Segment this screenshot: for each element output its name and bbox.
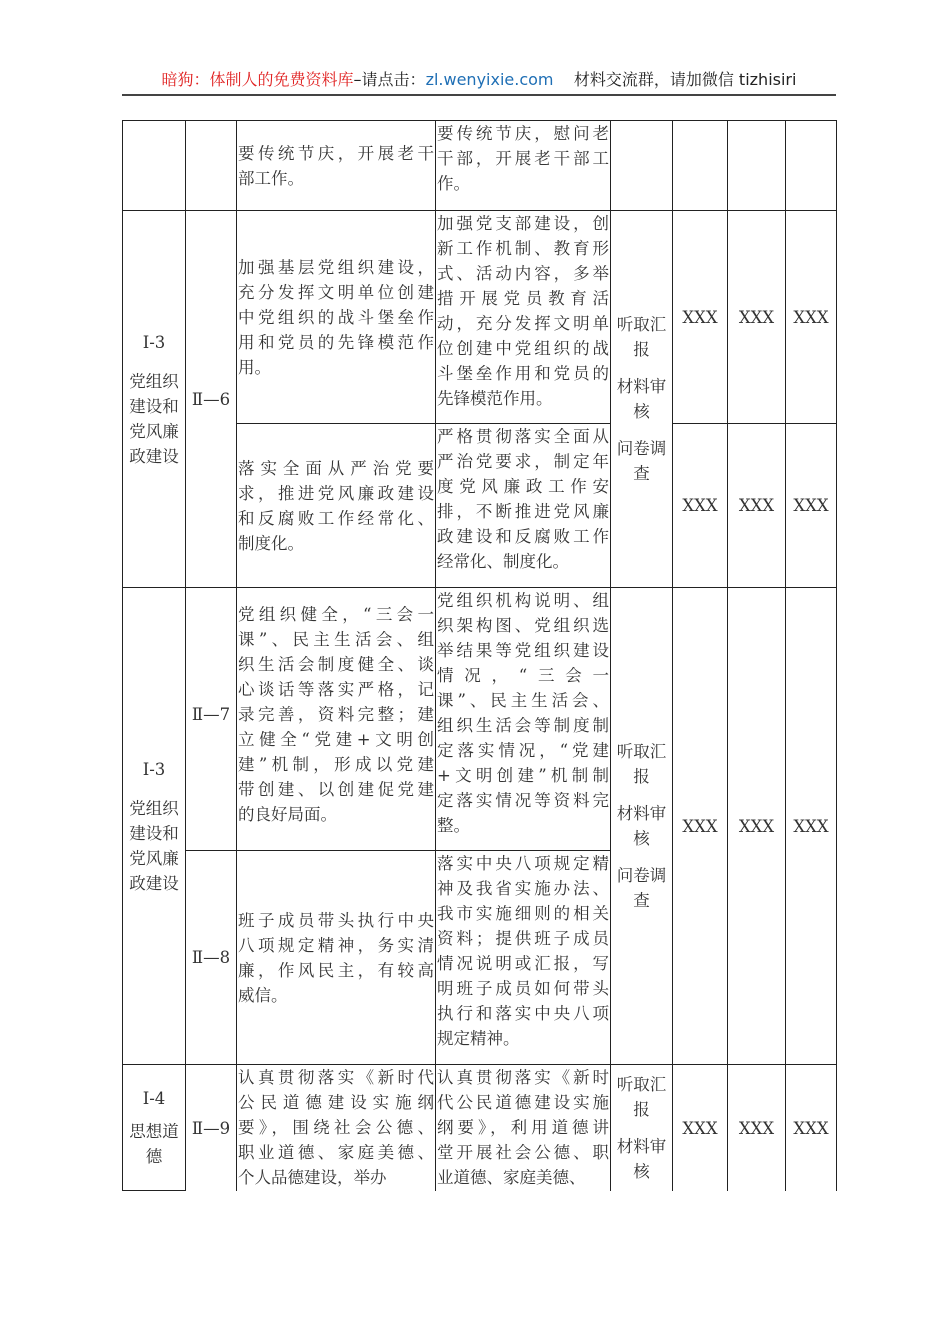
empty-cell	[672, 120, 728, 211]
cell-line: 定落实情况，“党建	[437, 741, 609, 760]
cell-line: 党组织机构说明、组	[437, 591, 609, 610]
cell-line: 组织生活会等制度制	[437, 716, 609, 735]
cell-line: 的良好局面。	[238, 805, 337, 824]
cell-line: 情况，“三会一	[437, 666, 609, 685]
standard-cell	[236, 210, 436, 424]
level1-cell	[122, 210, 186, 588]
cell-line: 材料审	[616, 1137, 667, 1156]
cell-line: 加强基层党组织建设，	[238, 257, 434, 277]
cell-line: 用。	[238, 357, 271, 377]
cell-text: XXX	[793, 816, 829, 836]
empty-cell	[785, 120, 837, 211]
cell-line: 报	[633, 767, 650, 786]
cell-line: 建设和	[129, 396, 179, 416]
score-cell	[785, 210, 837, 424]
cell-text: XXX	[738, 1118, 775, 1138]
cell-line: 情况说明或汇报，写	[437, 954, 609, 973]
cell-text: Ⅰ-3	[142, 759, 166, 779]
cell-line: 要》，围绕社会公德、	[238, 1118, 434, 1137]
cell-line: 整。	[437, 816, 470, 835]
cell-line: 经常化、制度化。	[437, 552, 569, 571]
cell-line: 充分发挥文明单位创建	[238, 282, 434, 302]
cell-line: 资料；提供班子成员	[437, 929, 609, 948]
score-cell	[672, 587, 728, 1065]
cell-line: 带创建、以创建促党建	[238, 780, 434, 799]
cell-line: 位创建中党组织的战	[437, 339, 609, 358]
cell-text: XXX	[682, 496, 718, 515]
method-cell	[610, 210, 673, 588]
cell-text: Ⅱ—6	[191, 389, 231, 409]
cell-line: 部工作。	[238, 168, 304, 188]
cell-line: 威信。	[238, 985, 288, 1005]
cell-line: 纲要》，利用道德讲	[437, 1118, 609, 1137]
cell-line: 党组织	[129, 798, 179, 818]
cell-line: 听取汇	[616, 1075, 667, 1094]
cell-line: 斗堡垒作用和党员的	[437, 364, 609, 383]
cell-line: 堂开展社会公德、职	[437, 1143, 609, 1162]
cell-line: 课”、民主生活会、组	[238, 630, 434, 649]
cell-line: 建”机制，形成以党建	[238, 755, 434, 774]
cell-line: 听取汇	[616, 315, 667, 334]
cell-text: XXX	[793, 307, 829, 327]
click-prompt: –请点击：	[353, 70, 426, 89]
cell-line: 政建设和反腐败工作	[437, 527, 609, 546]
cell-line: 公民道德建设实施纲	[238, 1093, 434, 1112]
empty-cell	[610, 120, 673, 211]
cell-line: 听取汇	[616, 742, 667, 761]
level1-cell	[122, 120, 186, 211]
empty-cell	[727, 120, 786, 211]
materials-cell	[435, 1064, 611, 1191]
cell-line: 加强党支部建设，创	[437, 214, 609, 233]
cell-line: 动，充分发挥文明单	[437, 314, 609, 333]
cell-line: 严格贯彻落实全面从	[437, 427, 609, 446]
cell-line: 式、活动内容，多举	[437, 264, 609, 283]
cell-line: 个人品德建设，举办	[238, 1168, 387, 1187]
materials-cell	[435, 850, 611, 1065]
standard-cell	[236, 423, 436, 588]
cell-line: 班子成员带头执行中央	[238, 910, 434, 930]
level1-cell	[122, 587, 186, 1065]
cell-line: 举结果等党组织建设	[437, 641, 609, 660]
level2-cell	[185, 120, 237, 211]
cell-line: 中党组织的战斗堡垒作	[238, 307, 434, 327]
site-name: 暗狗：体制人的免费资料库	[161, 70, 354, 89]
level2-cell	[185, 587, 237, 851]
score-cell	[672, 210, 728, 424]
cell-line: 报	[633, 340, 650, 359]
cell-line: 代公民道德建设实施	[437, 1093, 609, 1112]
cell-line: 认真贯彻落实《新时代	[238, 1068, 434, 1087]
standard-cell	[236, 120, 436, 211]
cell-line: 问卷调	[616, 866, 667, 885]
cell-line: 落实全面从严治党要	[238, 458, 434, 478]
cell-line: 材料审	[616, 804, 667, 823]
cell-line: 业道德、家庭美德、	[437, 1168, 586, 1187]
level2-cell	[185, 1064, 237, 1191]
wechat-note: 材料交流群，请加微信 tizhisiri	[573, 70, 797, 89]
cell-line: 作。	[437, 174, 470, 193]
cell-line: 严治党要求，制定年	[437, 452, 609, 471]
cell-line: 思想道	[129, 1122, 179, 1141]
cell-text: Ⅱ—9	[191, 1118, 231, 1138]
cell-text: XXX	[738, 816, 775, 836]
cell-line: 明班子成员如何带头	[437, 979, 609, 998]
materials-cell	[435, 210, 611, 424]
cell-text: XXX	[793, 1118, 829, 1138]
cell-line: 查	[633, 464, 650, 483]
score-cell	[785, 423, 837, 588]
cell-line: 课”、民主生活会、	[437, 691, 609, 710]
level2-cell	[185, 210, 237, 588]
cell-line: 先锋模范作用。	[437, 389, 553, 408]
cell-line: 规定精神。	[437, 1029, 520, 1048]
cell-line: 党组织健全，“三会一	[238, 605, 434, 624]
cell-line: 职业道德、家庭美德、	[238, 1143, 434, 1162]
cell-text: XXX	[738, 496, 775, 515]
cell-line: 度党风廉政工作安	[437, 477, 609, 496]
materials-cell	[435, 423, 611, 588]
cell-line: 制度化。	[238, 533, 304, 553]
cell-line: 报	[633, 1100, 650, 1119]
cell-text: Ⅱ—7	[191, 704, 231, 724]
cell-line: 和反腐败工作经常化、	[238, 508, 434, 528]
cell-text: Ⅱ—8	[191, 948, 231, 967]
page-header	[122, 68, 836, 96]
cell-text: XXX	[682, 1118, 718, 1138]
cell-line: 政建设	[129, 873, 179, 893]
cell-line: 查	[633, 891, 650, 910]
cell-line: 核	[633, 829, 650, 848]
method-cell	[610, 587, 673, 1065]
cell-line: 定落实情况等资料完	[437, 791, 609, 810]
cell-line: 神及我省实施办法、	[437, 879, 609, 898]
level2-cell	[185, 850, 237, 1065]
score-cell	[672, 1064, 728, 1191]
cell-line: 织架构图、党组织选	[437, 616, 609, 635]
cell-line: 要传统节庆，慰问老	[437, 124, 609, 143]
score-cell	[727, 1064, 786, 1191]
cell-line: 措开展党员教育活	[437, 289, 609, 308]
cell-line: 廉，作风民主，有较高	[238, 960, 434, 980]
cell-line: 求，推进党风廉政建设	[238, 483, 434, 503]
cell-line: 德	[145, 1147, 163, 1166]
standard-cell	[236, 587, 436, 851]
cell-text: XXX	[682, 307, 718, 327]
materials-cell	[435, 587, 611, 851]
cell-line: 党风廉	[129, 421, 179, 441]
cell-line: 干部，开展老干部工	[437, 149, 609, 168]
standard-cell	[236, 850, 436, 1065]
score-cell	[727, 423, 786, 588]
standard-cell	[236, 1064, 436, 1191]
cell-line: 核	[633, 402, 650, 421]
cell-line: 认真贯彻落实《新时	[437, 1068, 609, 1087]
cell-line: 党风廉	[129, 848, 179, 868]
cell-line: 建设和	[129, 823, 179, 843]
cell-line: 录完善，资料完整；建	[238, 705, 434, 724]
score-cell	[727, 587, 786, 1065]
cell-text: XXX	[793, 496, 829, 515]
cell-text: Ⅰ-4	[142, 1089, 166, 1108]
materials-cell	[435, 120, 611, 211]
score-cell	[785, 1064, 837, 1191]
cell-line: 问卷调	[616, 439, 667, 458]
cell-line: 织生活会制度健全、谈	[238, 655, 434, 674]
level1-cell	[122, 1064, 186, 1191]
cell-line: 排，不断推进党风廉	[437, 502, 609, 521]
cell-line: 新工作机制、教育形	[437, 239, 609, 258]
cell-line: 党组织	[129, 371, 179, 391]
score-cell	[727, 210, 786, 424]
cell-text: XXX	[682, 816, 718, 836]
cell-line: 核	[633, 1162, 650, 1181]
cell-line: +文明创建”机制制	[437, 766, 609, 785]
cell-line: 我市实施细则的相关	[437, 904, 609, 923]
site-url-link[interactable]: zl.wenyixie.com	[425, 70, 554, 89]
cell-line: 立健全“党建+文明创	[238, 730, 434, 749]
cell-line: 用和党员的先锋模范作	[238, 332, 434, 352]
score-cell	[672, 423, 728, 588]
cell-line: 要传统节庆，开展老干	[238, 143, 434, 163]
cell-line: 材料审	[616, 377, 667, 396]
cell-line: 心谈话等落实严格，记	[238, 680, 434, 699]
cell-text: XXX	[738, 307, 775, 327]
cell-line: 执行和落实中央八项	[437, 1004, 609, 1023]
cell-text: Ⅰ-3	[142, 332, 166, 352]
cell-line: 落实中央八项规定精	[437, 854, 609, 873]
method-cell	[610, 1064, 673, 1191]
score-cell	[785, 587, 837, 1065]
cell-line: 八项规定精神，务实清	[238, 935, 434, 955]
cell-line: 政建设	[129, 446, 179, 466]
